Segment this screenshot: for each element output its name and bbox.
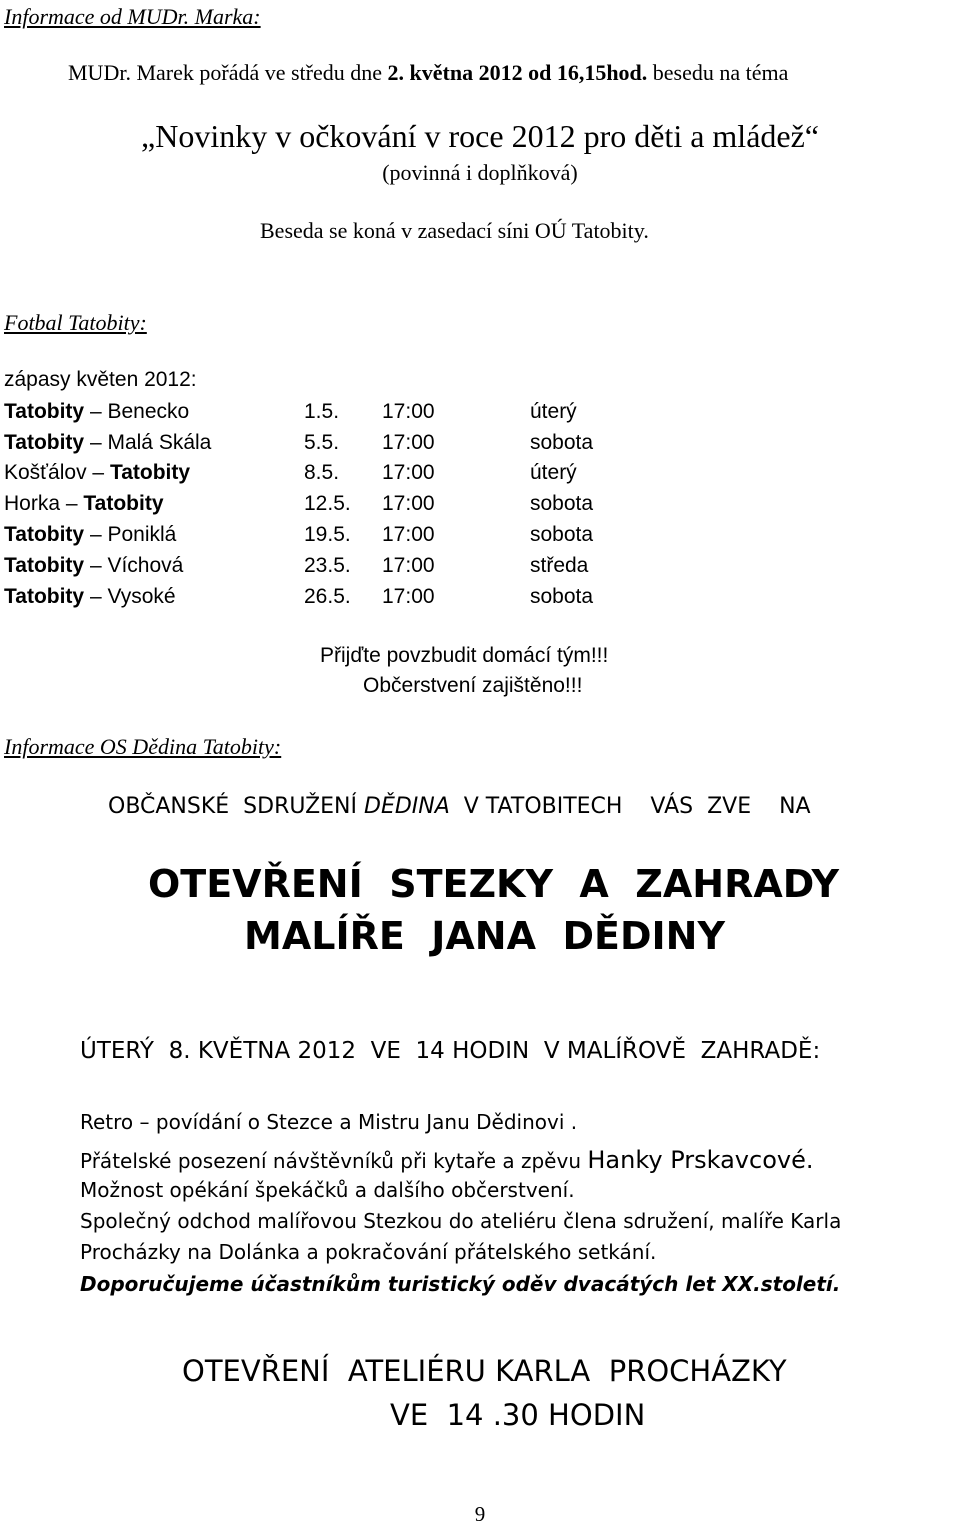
match-day: sobota [530,523,594,546]
mudr-announcement-end: besedu na téma [647,60,789,85]
match-home-team: Tatobity [4,523,85,546]
match-time: 17:00 [382,492,435,515]
match-teams [4,400,189,424]
match-date: 8.5. [304,461,340,484]
dedina-association-name: DĚDINA [364,794,450,819]
match-day: sobota [530,431,594,454]
match-separator: – [84,585,108,608]
dedina-event-title-line-2: MALÍŘE JANA DĚDINY [244,914,725,958]
match-separator: – [84,523,108,546]
match-day: úterý [530,400,577,423]
match-home-team: Tatobity [4,585,85,608]
mudr-announcement [68,60,788,86]
football-cheer: Přijďte povzbudit domácí tým!!! [320,644,609,667]
match-teams [4,431,211,455]
atelier-opening-time: VE 14 .30 HODIN [390,1398,646,1432]
match-day: středa [530,554,589,577]
football-intro: zápasy květen 2012: [4,368,197,391]
match-separator: – [84,431,108,454]
match-separator: – [60,492,84,515]
dedina-singer-name: Hanky Prskavcové. [587,1146,814,1174]
match-date: 23.5. [304,554,351,577]
dedina-program-1: Retro – povídání o Stezce a Mistru Janu Dědinovi . [80,1110,578,1134]
dedina-dress-code: Doporučujeme účastníkům turistický oděv dvacátých let XX.století. [80,1272,841,1296]
match-time: 17:00 [382,431,435,454]
match-teams [4,554,183,578]
match-away-team: Benecko [107,400,190,423]
page-number: 9 [474,1502,486,1526]
dedina-invitation [108,794,811,819]
match-separator: – [84,554,108,577]
match-home-team: Horka [4,492,61,515]
match-time: 17:00 [382,554,435,577]
match-away-team: Malá Skála [107,431,212,454]
match-date: 1.5. [304,400,340,423]
match-day: sobota [530,492,594,515]
dedina-program-3: Možnost opékání špekáčků a dalšího občerstvení. [80,1178,575,1202]
dedina-program-2-text: Přátelské posezení návštěvníků při kytaře a zpěvu [80,1149,588,1173]
match-home-team: Tatobity [4,400,85,423]
mudr-venue: Beseda se koná v zasedací síni OÚ Tatobity. [260,218,649,243]
match-date: 19.5. [304,523,351,546]
match-teams [4,492,164,516]
dedina-event-title-line-1: OTEVŘENÍ STEZKY A ZAHRADY [148,862,840,906]
dedina-program-2 [80,1146,813,1174]
dedina-program-5: Procházky na Dolánka a pokračování přátelského setkání. [80,1240,657,1264]
match-away-team: Víchová [107,554,184,577]
match-date: 26.5. [304,585,351,608]
match-time: 17:00 [382,461,435,484]
mudr-heading: Informace od MUDr. Marka: [4,4,261,29]
match-home-team: Tatobity [4,431,85,454]
dedina-heading: Informace OS Dědina Tatobity: [4,734,282,759]
football-heading: Fotbal Tatobity: [4,310,147,335]
match-teams [4,523,176,547]
match-separator: – [86,461,110,484]
match-date: 12.5. [304,492,351,515]
dedina-program-4: Společný odchod malířovou Stezkou do ateliéru člena sdružení, malíře Karla [80,1209,842,1233]
mudr-talk-title: „Novinky v očkování v roce 2012 pro děti a mládež“ [141,118,819,154]
mudr-date-time: 2. května 2012 od 16,15hod. [387,60,648,85]
mudr-talk-subtitle: (povinná i doplňková) [382,160,578,185]
match-time: 17:00 [382,585,435,608]
match-teams [4,461,190,485]
match-away-team: Vysoké [107,585,176,608]
match-time: 17:00 [382,523,435,546]
match-away-team: Poniklá [107,523,177,546]
match-home-team: Tatobity [4,554,85,577]
match-separator: – [84,400,108,423]
match-date: 5.5. [304,431,340,454]
football-refreshments: Občerstvení zajištěno!!! [363,674,583,697]
match-time: 17:00 [382,400,435,423]
atelier-opening-title: OTEVŘENÍ ATELIÉRU KARLA PROCHÁZKY [182,1354,787,1388]
dedina-event-when: ÚTERÝ 8. KVĚTNA 2012 VE 14 HODIN V MALÍŘOVĚ ZAHRADĚ: [80,1038,821,1064]
match-away-team: Tatobity [83,492,164,515]
match-away-team: Tatobity [109,461,191,484]
match-teams [4,585,176,609]
match-day: sobota [530,585,594,608]
dedina-invitation-end: V TATOBITECH VÁS ZVE NA [449,794,811,819]
match-day: úterý [530,461,577,484]
match-home-team: Košťálov [4,461,87,484]
dedina-invitation-start: OBČANSKÉ SDRUŽENÍ [108,794,364,819]
mudr-announcement-text: MUDr. Marek pořádá ve středu dne [68,60,388,85]
